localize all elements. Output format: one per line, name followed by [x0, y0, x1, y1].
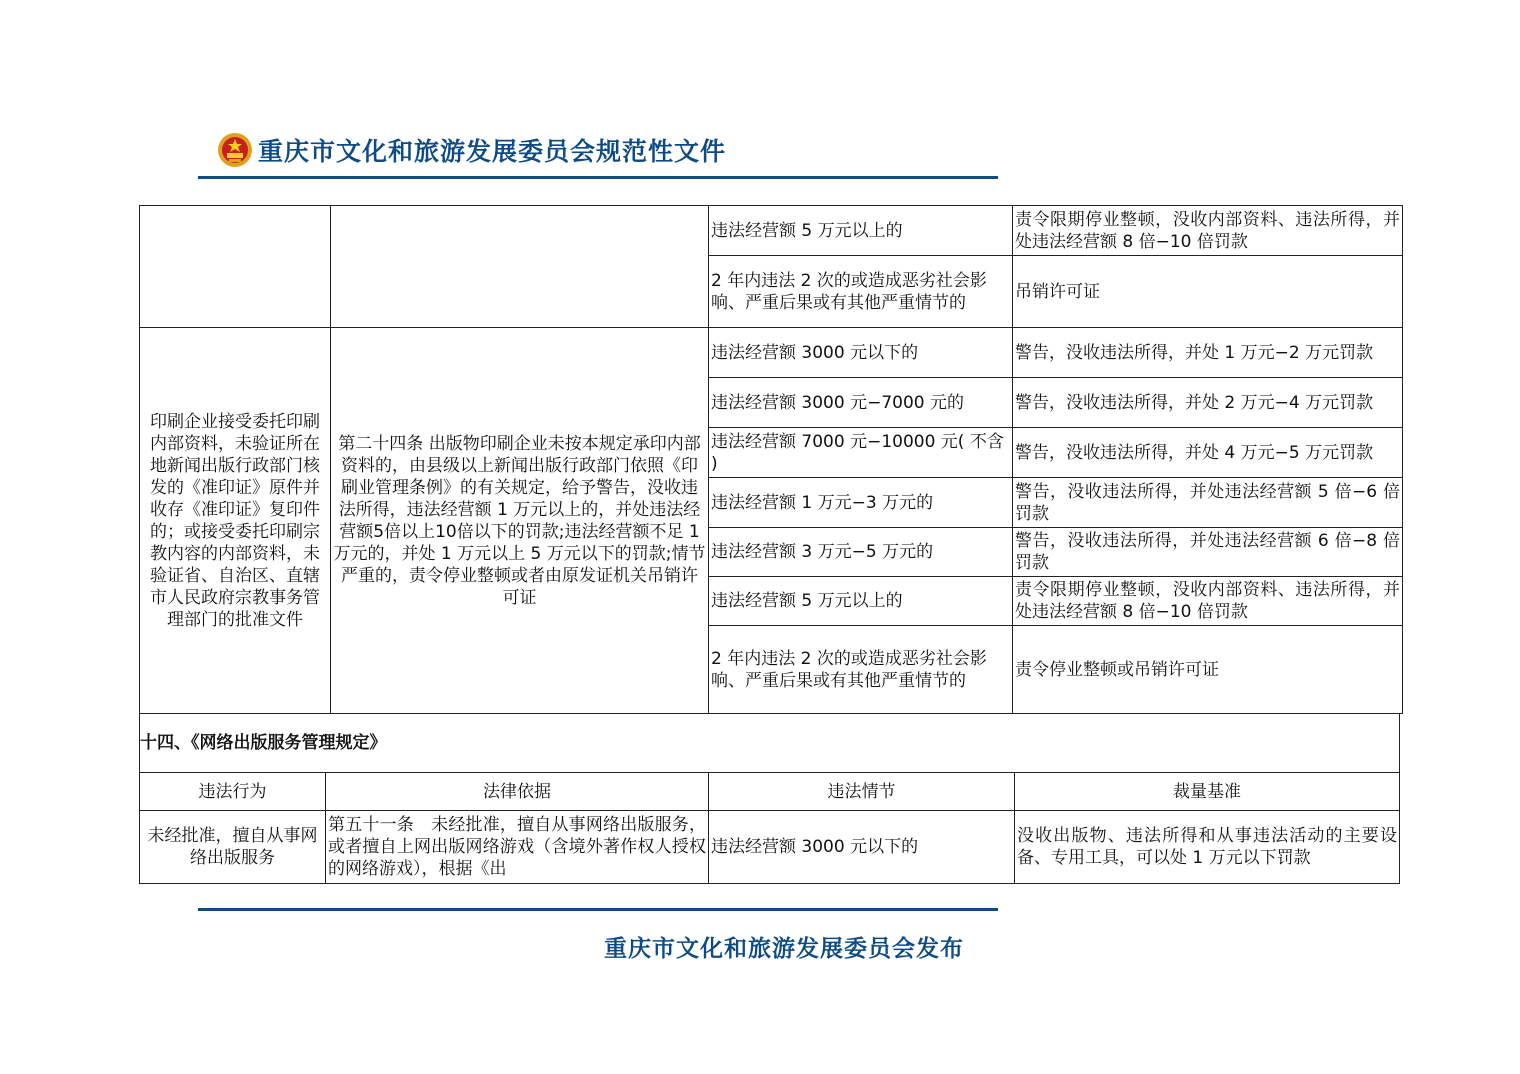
standard-cell: 责令限期停业整顿，没收内部资料、违法所得，并处违法经营额 8 倍−10 倍罚款	[1013, 577, 1403, 626]
penalty-table-continued	[139, 205, 1403, 714]
section-title-row	[140, 714, 1400, 773]
table-header-row	[140, 773, 1400, 811]
standard-cell: 责令停业整顿或吊销许可证	[1013, 626, 1403, 714]
standard-cell: 警告，没收违法所得，并处 2 万元−4 万元罚款	[1013, 378, 1403, 428]
table-row	[140, 811, 1400, 884]
header-title: 重庆市文化和旅游发展委员会规范性文件	[258, 137, 727, 166]
network-publishing-table	[139, 713, 1400, 884]
national-emblem-icon	[216, 130, 254, 170]
header-rule	[198, 176, 998, 179]
circumstance-cell: 2 年内违法 2 次的或造成恶劣社会影响、严重后果或有其他严重情节的	[709, 626, 1013, 714]
standard-cell: 责令限期停业整顿，没收内部资料、违法所得，并处违法经营额 8 倍−10 倍罚款	[1013, 206, 1403, 256]
circumstance-cell: 违法经营额 3000 元以下的	[709, 811, 1015, 884]
circumstance-cell: 违法经营额 3000 元以下的	[709, 328, 1013, 378]
table-row	[140, 206, 1403, 256]
circumstance-cell: 违法经营额 5 万元以上的	[709, 206, 1013, 256]
footer-title: 重庆市文化和旅游发展委员会发布	[604, 935, 964, 962]
standard-cell: 吊销许可证	[1013, 256, 1403, 328]
footer-rule	[198, 908, 998, 911]
section-title: 十四、《网络出版服务管理规定》	[140, 714, 1400, 773]
standard-cell: 警告，没收违法所得，并处 1 万元−2 万元罚款	[1013, 328, 1403, 378]
standard-cell: 警告，没收违法所得，并处违法经营额 6 倍−8 倍罚款	[1013, 528, 1403, 577]
column-header: 违法情节	[709, 773, 1015, 811]
table-row	[140, 328, 1403, 378]
legal-basis-cell: 第二十四条 出版物印刷企业未按本规定承印内部资料的，由县级以上新闻出版行政部门依照《印刷业管理条例》的有关规定，给予警告，没收违法所得，违法经营额 1 万元以上的，并处违法经营额5倍以上10倍以下的罚款;违法经营额不足 1 万元的，并处 1 万元以上 5 万元以下的罚款;情节严重的，责令停业整顿或者由原发证机关吊销许可证	[331, 328, 709, 714]
empty-basis-cell	[331, 206, 709, 328]
document-header	[216, 130, 726, 170]
circumstance-cell: 违法经营额 3000 元−7000 元的	[709, 378, 1013, 428]
column-header: 违法行为	[140, 773, 326, 811]
legal-basis-cell: 第五十一条 未经批准，擅自从事网络出版服务，或者擅自上网出版网络游戏（含境外著作权人授权的网络游戏），根据《出	[326, 811, 709, 884]
circumstance-cell: 违法经营额 1 万元−3 万元的	[709, 478, 1013, 528]
circumstance-cell: 2 年内违法 2 次的或造成恶劣社会影响、严重后果或有其他严重情节的	[709, 256, 1013, 328]
column-header: 法律依据	[326, 773, 709, 811]
behavior-cell: 印刷企业接受委托印刷内部资料，未验证所在地新闻出版行政部门核发的《准印证》原件并收存《准印证》复印件的；或接受委托印刷宗教内容的内部资料，未验证省、自治区、直辖市人民政府宗教事务管理部门的批准文件	[140, 328, 331, 714]
standard-cell: 警告，没收违法所得，并处 4 万元−5 万元罚款	[1013, 428, 1403, 478]
behavior-cell: 未经批准，擅自从事网络出版服务	[140, 811, 326, 884]
empty-behavior-cell	[140, 206, 331, 328]
standard-cell: 没收出版物、违法所得和从事违法活动的主要设备、专用工具，可以处 1 万元以下罚款	[1015, 811, 1400, 884]
standard-cell: 警告，没收违法所得，并处违法经营额 5 倍−6 倍罚款	[1013, 478, 1403, 528]
circumstance-cell: 违法经营额 3 万元−5 万元的	[709, 528, 1013, 577]
circumstance-cell: 违法经营额 5 万元以上的	[709, 577, 1013, 626]
column-header: 裁量基准	[1015, 773, 1400, 811]
circumstance-cell: 违法经营额 7000 元−10000 元( 不含 )	[709, 428, 1013, 478]
